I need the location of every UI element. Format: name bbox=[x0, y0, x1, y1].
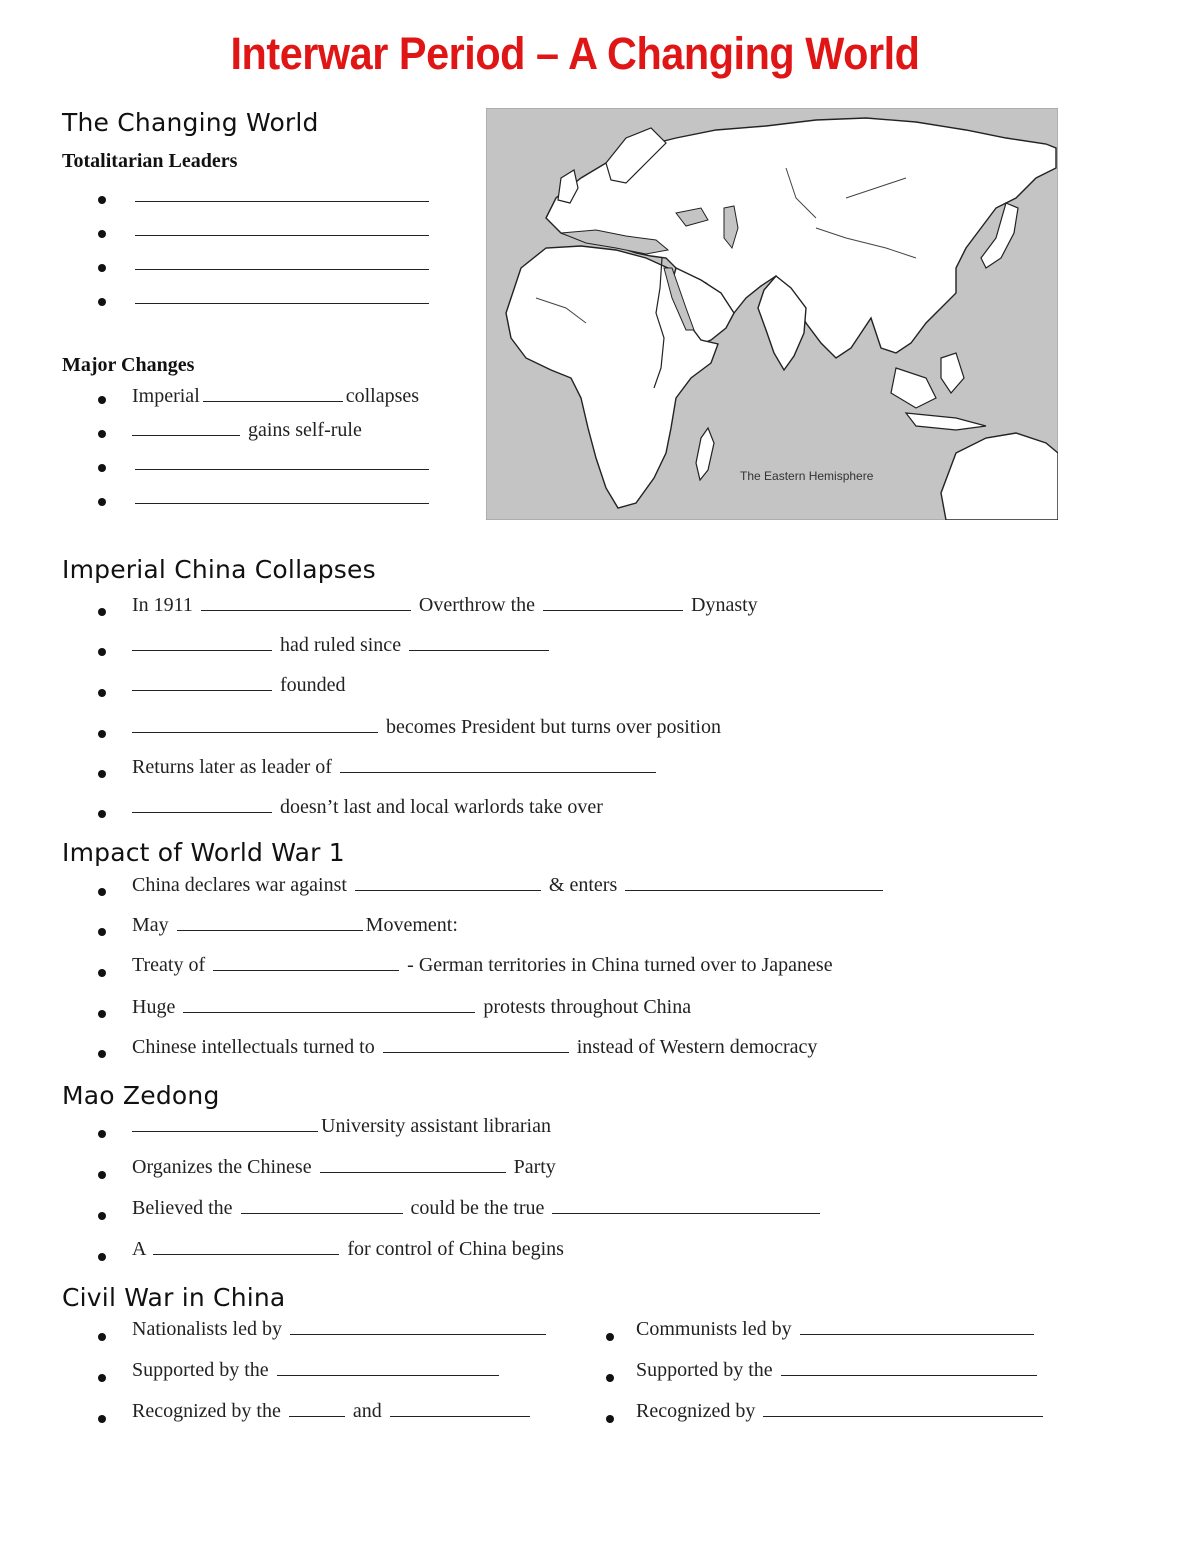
item-text: instead of Western democracy bbox=[576, 1036, 818, 1058]
answer-blank[interactable] bbox=[135, 285, 429, 304]
item-text: Supported by the bbox=[636, 1359, 773, 1381]
answer-blank[interactable] bbox=[409, 632, 549, 651]
item-text: could be the true bbox=[410, 1197, 545, 1219]
item-text: protests throughout China bbox=[483, 996, 692, 1018]
item-text: In 1911 bbox=[132, 594, 193, 616]
list-item bbox=[62, 217, 432, 251]
major-changes-list bbox=[62, 383, 432, 519]
list-item bbox=[62, 672, 758, 714]
mao-list bbox=[62, 1113, 823, 1277]
item-text: Returns later as leader of bbox=[132, 756, 332, 778]
list-item bbox=[62, 912, 886, 952]
list-item bbox=[62, 714, 758, 754]
answer-blank[interactable] bbox=[543, 592, 683, 611]
answer-blank[interactable] bbox=[552, 1195, 820, 1214]
item-text: collapses bbox=[345, 385, 420, 407]
answer-blank[interactable] bbox=[132, 632, 272, 651]
heading-civil-war: Civil War in China bbox=[62, 1283, 286, 1312]
answer-blank[interactable] bbox=[383, 1034, 569, 1053]
item-text: Movement: bbox=[365, 914, 458, 936]
answer-blank[interactable] bbox=[135, 485, 429, 504]
list-item bbox=[62, 754, 758, 794]
heading-imperial-china-collapses: Imperial China Collapses bbox=[62, 555, 376, 584]
item-text: May bbox=[132, 914, 169, 936]
answer-blank[interactable] bbox=[132, 672, 272, 691]
answer-blank[interactable] bbox=[135, 217, 429, 236]
item-text: - German territories in China turned over to Japanese bbox=[407, 954, 833, 976]
list-item bbox=[62, 1357, 549, 1398]
item-text: & enters bbox=[548, 874, 618, 896]
item-text: A bbox=[132, 1238, 146, 1260]
answer-blank[interactable] bbox=[135, 451, 429, 470]
list-item bbox=[62, 1236, 823, 1277]
answer-blank[interactable] bbox=[201, 592, 411, 611]
answer-blank[interactable] bbox=[183, 994, 475, 1013]
answer-blank[interactable] bbox=[213, 952, 399, 971]
item-text: becomes President but turns over position bbox=[386, 716, 721, 738]
item-text: and bbox=[352, 1400, 382, 1422]
page-title: Interwar Period – A Changing World bbox=[230, 28, 920, 79]
list-item bbox=[600, 1398, 1046, 1439]
answer-blank[interactable] bbox=[763, 1398, 1043, 1417]
item-text: gains self-rule bbox=[248, 419, 362, 441]
heading-major-changes: Major Changes bbox=[62, 354, 195, 376]
item-text: founded bbox=[280, 674, 346, 696]
answer-blank[interactable] bbox=[153, 1236, 339, 1255]
list-item bbox=[62, 794, 758, 834]
list-item bbox=[62, 383, 432, 417]
item-text: Overthrow the bbox=[418, 594, 535, 616]
list-item bbox=[62, 632, 758, 672]
list-item bbox=[62, 417, 432, 451]
item-text: Huge bbox=[132, 996, 176, 1018]
item-text: doesn’t last and local warlords take over bbox=[280, 796, 603, 818]
item-text: Communists led by bbox=[636, 1318, 792, 1340]
map-label: The Eastern Hemisphere bbox=[740, 469, 874, 483]
list-item bbox=[62, 1154, 823, 1195]
answer-blank[interactable] bbox=[132, 714, 378, 733]
answer-blank[interactable] bbox=[277, 1357, 499, 1376]
answer-blank[interactable] bbox=[625, 872, 883, 891]
list-item bbox=[62, 994, 886, 1034]
answer-blank[interactable] bbox=[132, 794, 272, 813]
heading-mao-zedong: Mao Zedong bbox=[62, 1081, 220, 1110]
list-item bbox=[62, 1113, 823, 1154]
list-item bbox=[62, 485, 432, 519]
item-text: for control of China begins bbox=[347, 1238, 564, 1260]
item-text: had ruled since bbox=[280, 634, 402, 656]
answer-blank[interactable] bbox=[320, 1154, 506, 1173]
answer-blank[interactable] bbox=[289, 1398, 345, 1417]
answer-blank[interactable] bbox=[355, 872, 541, 891]
answer-blank[interactable] bbox=[132, 417, 240, 436]
list-item bbox=[62, 952, 886, 994]
heading-changing-world: The Changing World bbox=[62, 108, 319, 137]
totalitarian-leaders-list bbox=[62, 183, 432, 319]
list-item bbox=[62, 251, 432, 285]
list-item bbox=[62, 285, 432, 319]
item-text: China declares war against bbox=[132, 874, 347, 896]
list-item bbox=[600, 1316, 1046, 1357]
item-text: Organizes the Chinese bbox=[132, 1156, 312, 1178]
china-collapses-list bbox=[62, 592, 758, 834]
answer-blank[interactable] bbox=[241, 1195, 403, 1214]
item-text: Supported by the bbox=[132, 1359, 269, 1381]
list-item bbox=[62, 1034, 886, 1074]
item-text: Nationalists led by bbox=[132, 1318, 282, 1340]
list-item bbox=[62, 451, 432, 485]
item-text: University assistant librarian bbox=[321, 1115, 551, 1137]
heading-totalitarian-leaders: Totalitarian Leaders bbox=[62, 150, 238, 172]
heading-impact-ww1: Impact of World War 1 bbox=[62, 838, 345, 867]
civil-war-nationalists-list bbox=[62, 1316, 549, 1439]
eastern-hemisphere-map bbox=[486, 108, 1058, 520]
item-text: Treaty of bbox=[132, 954, 206, 976]
list-item bbox=[62, 872, 886, 912]
answer-blank[interactable] bbox=[135, 251, 429, 270]
item-text: Recognized by bbox=[636, 1400, 756, 1422]
list-item bbox=[62, 592, 758, 632]
answer-blank[interactable] bbox=[132, 1113, 318, 1132]
answer-blank[interactable] bbox=[135, 183, 429, 202]
answer-blank[interactable] bbox=[340, 754, 656, 773]
list-item bbox=[62, 1316, 549, 1357]
item-text: Dynasty bbox=[691, 594, 758, 616]
answer-blank[interactable] bbox=[290, 1316, 546, 1335]
item-text: Chinese intellectuals turned to bbox=[132, 1036, 375, 1058]
answer-blank[interactable] bbox=[177, 912, 363, 931]
answer-blank[interactable] bbox=[781, 1357, 1037, 1376]
ww1-list bbox=[62, 872, 886, 1074]
item-text: Believed the bbox=[132, 1197, 233, 1219]
list-item bbox=[62, 183, 432, 217]
list-item bbox=[62, 1398, 549, 1439]
civil-war-communists-list bbox=[600, 1316, 1046, 1439]
item-text: Party bbox=[513, 1156, 556, 1178]
item-text: Imperial bbox=[132, 385, 200, 407]
list-item bbox=[600, 1357, 1046, 1398]
answer-blank[interactable] bbox=[800, 1316, 1034, 1335]
item-text: Recognized by the bbox=[132, 1400, 281, 1422]
answer-blank[interactable] bbox=[203, 383, 343, 402]
list-item bbox=[62, 1195, 823, 1236]
answer-blank[interactable] bbox=[390, 1398, 530, 1417]
